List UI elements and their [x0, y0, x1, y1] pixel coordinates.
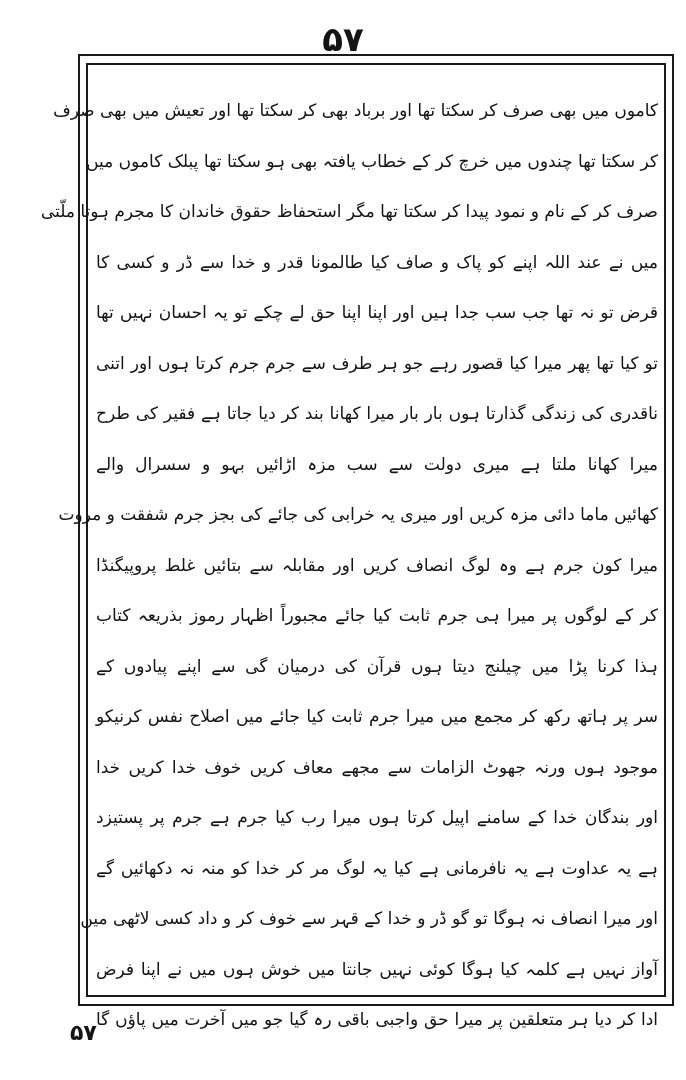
text-line: ہے یہ عداوت ہے یہ نافرمانی ہے کیا یہ لوگ مر کر خدا کو منہ نہ دکھائیں گے: [96, 858, 658, 879]
text-line: ادا کر دیا ہر متعلقین پر میرا حق واجبی باقی رہ گیا جو میں آخرت میں پاؤں گا: [96, 1010, 658, 1030]
text-line: اور بندگان خدا کے سامنے اپیل کرتا ہوں میرا رب کیا جرم ہے جرم پر پستیزد: [96, 808, 658, 828]
text-line: ہذا کرنا پڑا میں چیلنج دیتا ہوں قرآن کی درمیان گی سے اپنے پیادوں کے: [96, 656, 658, 677]
text-line: اور میرا انصاف نہ ہوگا تو گو ڈر و خدا کے قہر سے خوف کر و داد کسی لاٹھی میں: [80, 909, 658, 929]
text-line: قرض تو نہ تھا جب سب جدا ہیں اور اپنا اپنا حق لے چکے تو یہ احسان نہیں تھا: [96, 303, 658, 323]
text-line: ناقدری کی زندگی گذارتا ہوں بار بار میرا کھانا بند کر دیا جاتا ہے فقیر کی طرح: [96, 404, 658, 424]
text-line: تو کیا تھا پھر میرا کیا قصور رہے جو ہر طرف سے جرم جرم کرتا ہوں اور اتنی: [96, 353, 658, 374]
text-line: میرا کھانا ملتا ہے میری دولت سے سب مزہ اڑائیں بہو و سسرال والے: [96, 454, 658, 475]
text-line: کر سکتا تھا چندوں میں خرچ کر کے خطاب یافتہ بھی ہو سکتا تھا پبلک کاموں میں: [86, 151, 658, 172]
text-block: [40, 86, 658, 1030]
text-line: کھائیں ماما دائی مزہ کریں اور میری یہ خرابی کی جائے کی بجز جرم شفقت و مروت: [58, 505, 658, 525]
text-line: آواز نہیں ہے کلمہ کیا ہوگا کوئی نہیں جانتا میں خوش ہوں میں نے اپنا فرض: [96, 959, 658, 980]
page-number-top: ۵۷: [322, 20, 364, 60]
page-number-bottom: ۵۷: [70, 1021, 97, 1046]
text-line: میرا کون جرم ہے وہ لوگ انصاف کریں اور مقابلہ سے بتائیں غلط پروپیگنڈا: [96, 555, 658, 576]
text-line: صرف کر کے نام و نمود پیدا کر سکتا تھا مگر استحفاظ حقوق خاندان کا مجرم ہوتا ملّتی: [40, 202, 658, 222]
text-line: موجود ہوں ورنہ جھوٹ الزامات سے مجھے معاف کریں خوف خدا کریں خدا: [96, 757, 658, 778]
text-line: میں نے عند اللہ اپنے کو پاک و صاف کیا طالمونا قدر و خدا سے ڈر و کسی کا: [96, 252, 658, 273]
text-line: کر کے لوگوں پر میرا ہی جرم ثابت کیا جائے مجبوراً اظہار رموز بذریعہ کتاب: [96, 606, 658, 626]
text-line: سر پر ہاتھ رکھ کر مجمع میں میرا جرم ثابت کیا جائے میں اصلاح نفس کرنیکو: [96, 707, 658, 727]
text-line: کاموں میں بھی صرف کر سکتا تھا اور برباد بھی کر سکتا تھا اور تعیش میں بھی صرف: [53, 101, 658, 121]
